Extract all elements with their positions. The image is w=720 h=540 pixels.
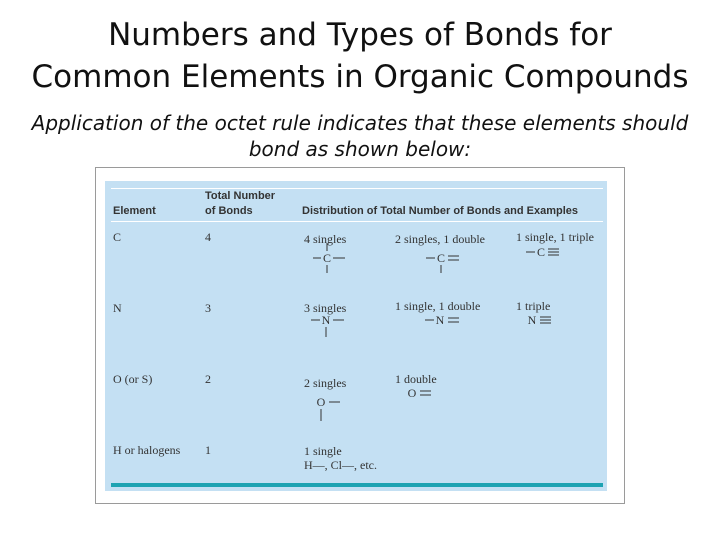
row-o-example-2-label: 1 double [395,372,437,386]
row-c-element: C [113,230,122,244]
table-bottom-accent-rule [111,483,603,487]
atom-c: C [322,251,332,265]
atom-o: O [316,395,326,409]
structure-c-four-singles [313,243,349,275]
atom-n: N [527,313,537,327]
header-total-line-2: of Bonds [205,205,253,217]
row-n-example-3-label: 1 triple [516,299,551,313]
atom-n: N [435,313,445,327]
row-c-total: 4 [205,230,211,244]
table-figure-frame [95,167,625,504]
structure-n-three-singles [311,311,351,341]
atom-n: N [321,313,331,327]
atom-o: O [407,386,417,400]
subtitle-line-2: bond as shown below: [248,137,472,161]
slide-subtitle [0,110,720,162]
row-c-example-2-label: 2 singles, 1 double [395,232,485,246]
header-bottom-rule [111,221,603,222]
structure-c-two-singles-one-double [426,243,466,275]
row-n-example-1-label: 3 singles [304,301,347,315]
structure-n-one-single-one-double [425,311,467,331]
structure-n-one-triple [526,311,558,331]
row-h-element: H or halogens [113,443,181,457]
row-h-example-1-formula: H—, Cl—, etc. [304,458,377,472]
bonds-table [105,181,607,491]
atom-c: C [536,245,546,259]
header-total-line-1: Total Number [205,190,276,202]
row-n-total: 3 [205,301,211,315]
row-n-element: N [113,301,122,315]
structure-o-two-singles [315,393,351,425]
row-c-example-1-label: 4 singles [304,232,347,246]
atom-c: C [436,251,446,265]
slide-title [0,14,720,98]
row-h-total: 1 [205,443,211,457]
row-o-element: O (or S) [113,372,153,386]
row-h-example-1-label: 1 single [304,444,342,458]
title-line-1: Numbers and Types of Bonds for [108,17,612,53]
header-top-rule [111,188,603,189]
header-element: Element [113,205,156,217]
structure-c-one-single-one-triple [526,243,566,263]
row-c-example-3-label: 1 single, 1 triple [516,230,594,244]
subtitle-line-1: Application of the octet rule indicates that these elements should [31,111,689,135]
structure-o-one-double [406,384,438,404]
row-o-example-1-label: 2 singles [304,376,347,390]
row-o-total: 2 [205,372,211,386]
header-distribution: Distribution of Total Number of Bonds and Examples [302,205,579,217]
title-line-2: Common Elements in Organic Compounds [31,59,689,95]
row-n-example-2-label: 1 single, 1 double [395,299,481,313]
